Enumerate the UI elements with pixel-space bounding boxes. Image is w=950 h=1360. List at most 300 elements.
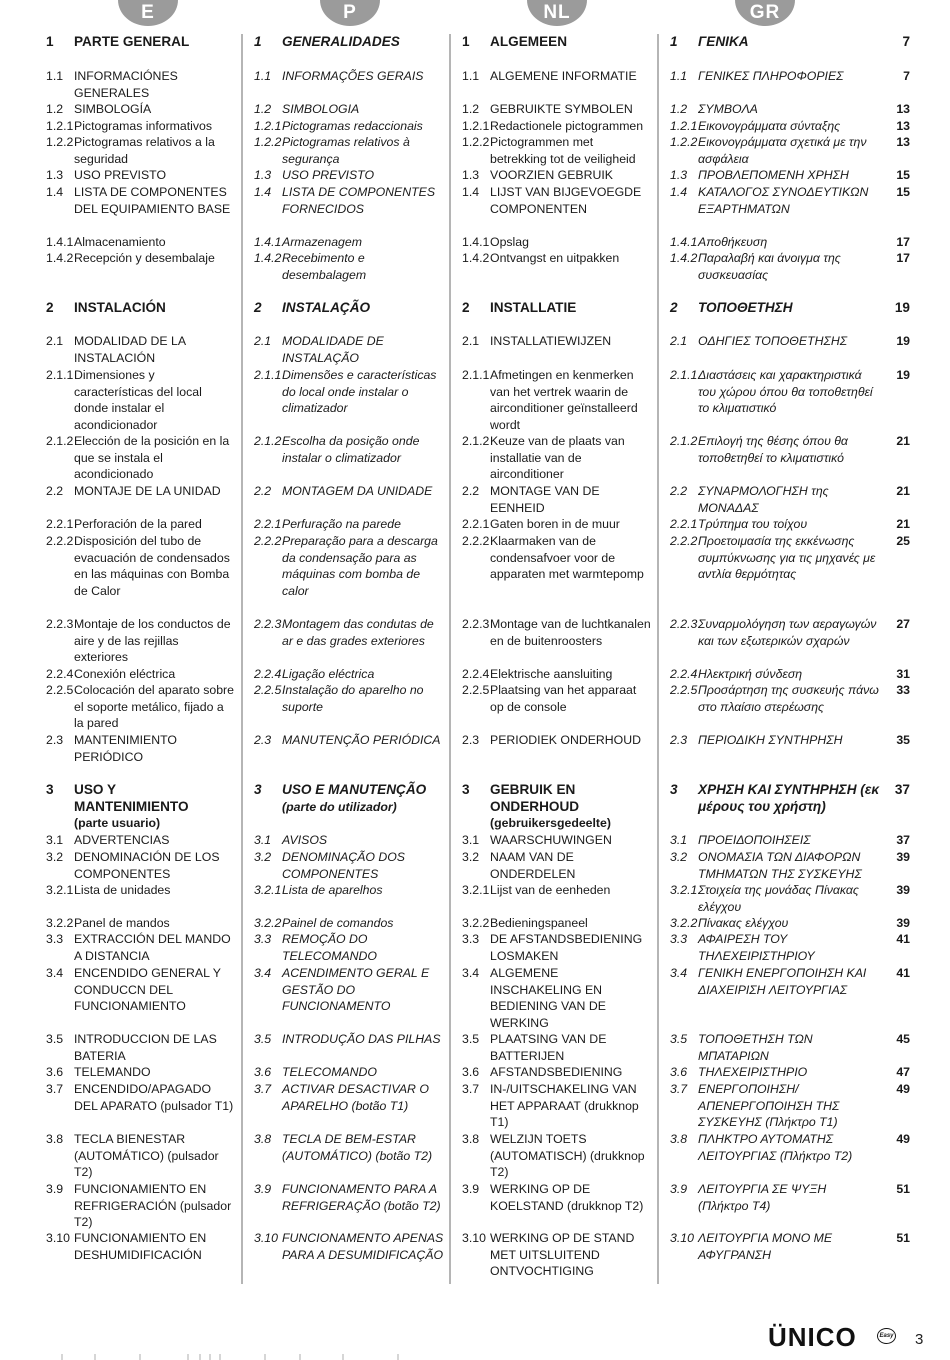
toc-entry-title (490, 732, 652, 749)
toc-entry-title (698, 1131, 880, 1164)
toc-entry-title-text: GEBRUIKTE SYMBOLEN (490, 102, 633, 116)
toc-entry-number: 3.2.2 (254, 916, 282, 930)
toc-entry-title (698, 433, 880, 466)
toc-entry-number: 1.4.2 (462, 251, 490, 265)
toc-entry-title-text: Pictogramas relativos a la seguridad (74, 135, 215, 166)
toc-entry-number: 2.3 (254, 733, 272, 747)
toc-entry-page: 31 (896, 667, 910, 681)
toc-entry-page: 7 (902, 34, 910, 49)
toc-entry-number: 2.2 (670, 484, 688, 498)
toc-entry-title (74, 682, 234, 732)
toc-entry-number: 2 (254, 300, 262, 315)
toc-entry-number: 2.2.5 (670, 683, 698, 697)
toc-entry-number: 2 (46, 300, 54, 315)
toc-entry-title-text: Almacenamiento (74, 235, 166, 249)
toc-entry-title-text: Dimensões e características do local onde instalar o climatizador (282, 368, 437, 416)
toc-entry-title (698, 184, 880, 217)
toc-entry-number: 1.1 (254, 69, 272, 83)
toc-entry-number: 1.4 (254, 185, 272, 199)
toc-entry-title (490, 68, 652, 85)
toc-entry-number: 2.2.2 (254, 534, 282, 548)
toc-entry-title-text: FUNCIONAMIENTO EN DESHUMIDIFICACIÓN (74, 1231, 207, 1262)
toc-entry-number: 2.2.3 (254, 617, 282, 631)
toc-entry-number: 3.8 (254, 1132, 272, 1146)
toc-entry-number: 3.4 (46, 966, 64, 980)
toc-entry-page: 21 (896, 517, 910, 531)
toc-entry-page: 51 (896, 1182, 910, 1196)
toc-entry-number: 2.2.4 (462, 667, 490, 681)
toc-entry-page: 49 (896, 1082, 910, 1096)
toc-entry-title (490, 1081, 652, 1131)
toc-entry-title (74, 333, 234, 366)
toc-entry-title-text: Perforación de la pared (74, 517, 202, 531)
toc-entry-title (282, 134, 444, 167)
toc-entry-title (74, 849, 234, 882)
toc-entry-title (698, 682, 880, 715)
toc-entry-title-text: PLAATSING VAN DE BATTERIJEN (490, 1032, 607, 1063)
toc-entry-number: 3.10 (670, 1231, 694, 1245)
toc-entry-number: 2.2.4 (46, 667, 74, 681)
toc-entry-number: 2.1.2 (670, 434, 698, 448)
toc-entry-number: 3.9 (670, 1182, 688, 1196)
toc-entry-title-text: Παραλαβή και άνοιγμα της συσκευασίας (698, 251, 841, 282)
toc-entry-number: 3.3 (254, 932, 272, 946)
toc-entry-number: 1.2.1 (670, 119, 698, 133)
toc-entry-number: 2.2.3 (462, 617, 490, 631)
toc-entry-title-text: Pictogramas relativos à segurança (282, 135, 410, 166)
toc-entry-title (74, 965, 234, 1015)
toc-entry-number: 2 (670, 300, 678, 315)
toc-entry-title (282, 1064, 444, 1081)
toc-entry-title-text: INTRODUCCION DE LAS BATERIA (74, 1032, 217, 1063)
lang-badge-e: E (118, 0, 178, 26)
toc-entry-number: 3.9 (254, 1182, 272, 1196)
toc-entry-title-text: WAARSCHUWINGEN (490, 833, 612, 847)
toc-entry-page: 49 (896, 1132, 910, 1146)
toc-entry-title-text: Instalação do aparelho no suporte (282, 683, 424, 714)
toc-entry-title (74, 666, 234, 683)
toc-entry-title-text: INSTALAÇÃO (282, 300, 371, 315)
toc-entry-title-text: Klaarmaken van de condensafvoer voor de apparaten met warmtepomp (490, 534, 644, 582)
toc-entry-title (74, 915, 234, 932)
toc-entry-number: 3.7 (670, 1082, 688, 1096)
page-number: 3 (915, 1331, 924, 1348)
toc-entry-title (490, 882, 652, 899)
toc-entry-title-text: Panel de mandos (74, 916, 170, 930)
toc-entry-number: 2.2.2 (462, 534, 490, 548)
toc-entry-title (698, 101, 880, 118)
toc-entry-title (282, 234, 444, 251)
toc-entry-title-text: Keuze van de plaats van installatie van de airconditioner (490, 434, 625, 482)
toc-entry-title (490, 34, 652, 51)
toc-entry-title-text: USO Y MANTENIMIENTO (74, 782, 189, 814)
print-marks (60, 1352, 420, 1360)
toc-entry-number: 3.8 (462, 1132, 480, 1146)
toc-entry-title-text: Bedieningspaneel (490, 916, 588, 930)
toc-entry-title-text: Elección de la posición en la que se instala el acondicionado (74, 434, 230, 482)
toc-entry-number: 2.2 (254, 484, 272, 498)
toc-entry-number: 1.2.2 (46, 135, 74, 149)
toc-entry-number: 2.3 (670, 733, 688, 747)
toc-entry-page: 17 (896, 251, 910, 265)
toc-entry-title-text: DE AFSTANDSBEDIENING LOSMAKEN (490, 932, 643, 963)
toc-entry-title (490, 1064, 652, 1081)
toc-entry-title (74, 184, 234, 217)
toc-entry-title (74, 882, 234, 899)
toc-entry-subtitle: (parte do utilizador) (282, 799, 397, 814)
toc-entry-number: 3.10 (46, 1231, 70, 1245)
toc-entry-title (490, 184, 652, 217)
toc-entry-title-text: ACTIVAR DESACTIVAR O APARELHO (botão T1) (282, 1082, 429, 1113)
toc-entry-page: 35 (896, 733, 910, 747)
toc-entry-title (698, 34, 880, 51)
toc-entry-title (282, 849, 444, 882)
toc-entry-title (282, 931, 444, 964)
toc-entry-title (74, 1181, 234, 1231)
toc-entry-number: 3.5 (254, 1032, 272, 1046)
toc-entry-number: 1.4.1 (462, 235, 490, 249)
logo-text: ÜNICO (768, 1322, 857, 1352)
toc-entry-title-text: NAAM VAN DE ONDERDELEN (490, 850, 576, 881)
toc-entry-title-text: ΤΟΠΟΘΕΤΗΣΗ ΤΩΝ ΜΠΑΤΑΡΙΩΝ (698, 1032, 813, 1063)
column-divider (241, 34, 243, 1284)
toc-entry-title (282, 68, 444, 85)
toc-entry-title (490, 1181, 652, 1214)
toc-entry-title (490, 250, 652, 267)
toc-entry-number: 3.2 (462, 850, 480, 864)
toc-entry-number: 1.4.2 (254, 251, 282, 265)
toc-entry-title (282, 682, 444, 715)
toc-entry-number: 3.5 (670, 1032, 688, 1046)
toc-entry-number: 1.4.2 (46, 251, 74, 265)
toc-entry-number: 1.4.1 (46, 235, 74, 249)
toc-entry-number: 1.2.1 (254, 119, 282, 133)
toc-entry-title-text: Pictogramas redaccionais (282, 119, 423, 133)
toc-entry-title-text: Dimensiones y características del local donde instalar el acondicionador (74, 368, 202, 432)
toc-entry-title-text: ΛΕΙΤΟΥΡΓΙΑ ΣΕ ΨΥΞΗ (Πλήκτρο Τ4) (698, 1182, 827, 1213)
toc-entry-number: 3.2.2 (462, 916, 490, 930)
toc-entry-number: 1 (254, 34, 262, 49)
toc-entry-title-text: Εικονογράμματα σχετικά με την ασφάλεια (698, 135, 867, 166)
toc-entry-number: 2.2.3 (670, 617, 698, 631)
toc-entry-title-text: Redactionele pictogrammen (490, 119, 644, 133)
toc-entry-title-text: PERIODIEK ONDERHOUD (490, 733, 641, 747)
toc-entry-title-text: Ηλεκτρική σύνδεση (698, 667, 803, 681)
toc-entry-number: 3.2 (670, 850, 688, 864)
toc-entry-title (74, 931, 234, 964)
toc-entry-title-text: EXTRACCIÓN DEL MANDO A DISTANCIA (74, 932, 231, 963)
toc-entry-number: 2.2.5 (462, 683, 490, 697)
toc-entry-title-text: USO PREVISTO (282, 168, 375, 182)
toc-entry-number: 2.3 (462, 733, 480, 747)
toc-entry-title-text: Montagem das condutas de ar e das grades exteriores (282, 617, 434, 648)
toc-entry-title-text: ADVERTENCIAS (74, 833, 170, 847)
toc-entry-page: 21 (896, 434, 910, 448)
toc-entry-number: 1.2.1 (46, 119, 74, 133)
toc-entry-title (698, 1031, 880, 1064)
toc-entry-title (74, 68, 234, 101)
toc-entry-title (698, 333, 880, 350)
toc-entry-title-text: ΣΥΜΒΟΛΑ (698, 102, 758, 116)
toc-entry-number: 2.2.2 (46, 534, 74, 548)
column-divider (449, 34, 451, 1284)
toc-entry-title (74, 483, 234, 500)
toc-entry-number: 2 (462, 300, 470, 315)
toc-entry-number: 3.2.1 (462, 883, 490, 897)
toc-entry-number: 1 (462, 34, 470, 49)
toc-entry-title (74, 367, 234, 433)
toc-entry-title (490, 483, 652, 516)
toc-entry-title (282, 1181, 444, 1214)
toc-entry-number: 1.4.1 (670, 235, 698, 249)
toc-entry-title-text: ΟΔΗΓΙΕΣ ΤΟΠΟΘΕΤΗΣΗΣ (698, 334, 848, 348)
toc-entry-number: 3.2 (254, 850, 272, 864)
toc-entry-title-text: Gaten boren in de muur (490, 517, 620, 531)
toc-entry-title (282, 300, 444, 317)
toc-entry-number: 3 (254, 782, 262, 797)
toc-entry-title (282, 732, 444, 749)
toc-entry-title (74, 234, 234, 251)
toc-entry-title-text: USO PREVISTO (74, 168, 167, 182)
toc-entry-title (698, 68, 880, 85)
toc-entry-title-text: Αποθήκευση (698, 235, 768, 249)
toc-entry-number: 3.2.1 (254, 883, 282, 897)
toc-entry-title (282, 1031, 444, 1048)
toc-entry-title-text: INSTALLATIEWIJZEN (490, 334, 612, 348)
toc-entry-title (282, 250, 444, 283)
toc-entry-number: 1.3 (254, 168, 272, 182)
toc-entry-page: 13 (896, 135, 910, 149)
toc-entry-title (282, 483, 444, 500)
toc-entry-title-text: SIMBOLOGIA (282, 102, 360, 116)
toc-entry-title (490, 516, 652, 533)
toc-entry-page: 39 (896, 850, 910, 864)
toc-entry-title-text: Perfuração na parede (282, 517, 401, 531)
toc-entry-title (698, 965, 880, 998)
toc-entry-title (282, 333, 444, 366)
toc-entry-number: 1.1 (670, 69, 688, 83)
toc-entry-title-text: ΠΕΡΙΟΔΙΚΗ ΣΥΝΤΗΡΗΣΗ (698, 733, 843, 747)
toc-entry-title (74, 1031, 234, 1064)
toc-entry-title-text: FUNCIONAMIENTO EN REFRIGERACIÓN (pulsador T2) (74, 1182, 232, 1230)
toc-entry-number: 1 (670, 34, 678, 49)
toc-entry-title (698, 1230, 880, 1263)
toc-entry-number: 3.7 (462, 1082, 480, 1096)
toc-entry-title-text: LISTA DE COMPONENTES DEL EQUIPAMIENTO BASE (74, 185, 231, 216)
toc-entry-title (698, 732, 880, 749)
toc-entry-title (74, 250, 234, 267)
toc-entry-title (282, 101, 444, 118)
toc-entry-title-text: Εικονογράμματα σύνταξης (698, 119, 841, 133)
toc-entry-page: 7 (903, 69, 910, 83)
toc-entry-title-text: GENERALIDADES (282, 34, 400, 49)
toc-entry-title (74, 533, 234, 599)
toc-entry-number: 2.1 (462, 334, 480, 348)
toc-entry-title (490, 101, 652, 118)
toc-entry-title-text: ACENDIMENTO GERAL E GESTÃO DO FUNCIONAMENTO (282, 966, 430, 1014)
toc-entry-title-text: TECLA BIENESTAR (AUTOMÁTICO) (pulsador T2) (74, 1132, 219, 1180)
toc-entry-title-text: AFSTANDSBEDIENING (490, 1065, 623, 1079)
toc-entry-title-text: Προετοιμασία της εκκένωσης συμπύκνωσης για τις μηχανές με αντλία θερμότητας (698, 534, 876, 582)
toc-entry-title-text: MONTAGE VAN DE EENHEID (490, 484, 600, 515)
toc-entry-number: 3.1 (670, 833, 688, 847)
toc-entry-title (490, 234, 652, 251)
toc-entry-title-text: WERKING OP DE STAND MET UITSLUITEND ONTVOCHTIGING (490, 1231, 635, 1279)
toc-entry-title (74, 616, 234, 666)
toc-entry-title-text: Τρύπημα του τοίχου (698, 517, 808, 531)
toc-entry-title-text: MANTENIMIENTO PERIÓDICO (74, 733, 177, 764)
toc-entry-title-text: Pictogramas informativos (74, 119, 213, 133)
toc-entry-number: 3.8 (670, 1132, 688, 1146)
toc-entry-title (74, 1081, 234, 1114)
toc-entry-title-text: USO E MANUTENÇÃO (282, 782, 427, 797)
toc-entry-title-text: Lijst van de eenheden (490, 883, 611, 897)
toc-entry-title (490, 832, 652, 849)
toc-entry-title (698, 666, 880, 683)
toc-entry-title (698, 1081, 880, 1131)
toc-entry-title (698, 915, 880, 932)
toc-entry-number: 1.4 (46, 185, 64, 199)
toc-entry-title-text: ΤΗΛΕΧΕΙΡΙΣΤΗΡΙΟ (698, 1065, 808, 1079)
toc-entry-number: 1.4 (462, 185, 480, 199)
toc-entry-number: 2.1 (254, 334, 272, 348)
toc-entry-page: 37 (894, 782, 910, 797)
toc-entry-number: 2.3 (46, 733, 64, 747)
toc-entry-page: 19 (896, 368, 910, 382)
toc-entry-title-text: Plaatsing van het apparaat op de console (490, 683, 637, 714)
toc-entry-title-text: TELECOMANDO (282, 1065, 377, 1079)
column-divider (657, 34, 659, 1284)
toc-entry-number: 3 (462, 782, 470, 797)
toc-entry-number: 1.4.2 (670, 251, 698, 265)
toc-entry-title (282, 184, 444, 217)
toc-entry-number: 2.2.5 (254, 683, 282, 697)
toc-entry-number: 1.1 (462, 69, 480, 83)
toc-entry-title-text: ΕΝΕΡΓΟΠΟΙΗΣΗ/ ΑΠΕΝΕΡΓΟΠΟΙΗΣΗ ΤΗΣ ΣΥΣΚΕΥΗΣ (Πλήκτρο Τ1) (698, 1082, 840, 1130)
toc-entry-number: 3.2.2 (670, 916, 698, 930)
toc-entry-title (490, 134, 652, 167)
toc-entry-title (74, 118, 234, 135)
toc-entry-number: 3.5 (46, 1032, 64, 1046)
toc-entry-title (74, 1230, 234, 1263)
toc-entry-title (74, 516, 234, 533)
toc-entry-number: 3.1 (462, 833, 480, 847)
toc-entry-page: 41 (896, 966, 910, 980)
toc-entry-number: 2.2 (462, 484, 480, 498)
toc-entry-number: 3.8 (46, 1132, 64, 1146)
toc-entry-title (74, 1131, 234, 1181)
toc-entry-title-text: ΑΦΑΙΡΕΣΗ ΤΟΥ ΤΗΛΕΧΕΙΡΙΣΤΗΡΙΟΥ (698, 932, 815, 963)
toc-entry-title (282, 516, 444, 533)
toc-entry-title-text: SIMBOLOGÍA (74, 102, 152, 116)
toc-entry-page: 17 (896, 235, 910, 249)
toc-entry-title (74, 134, 234, 167)
toc-entry-title-text: Επιλογή της θέσης όπου θα τοποθετηθεί το κλιματιστικό (698, 434, 848, 465)
toc-entry-number: 3.2.1 (670, 883, 698, 897)
toc-entry-title-text: Disposición del tubo de evacuación de condensados en las máquinas con Bomba de Calor (74, 534, 230, 598)
toc-entry-title (490, 965, 652, 1031)
toc-entry-title (698, 1064, 880, 1081)
toc-entry-number: 1.2 (670, 102, 688, 116)
toc-entry-number: 3.4 (670, 966, 688, 980)
toc-entry-title-text: ΓΕΝΙΚΑ (698, 34, 749, 49)
toc-entry-title-text: ΟΝΟΜΑΣΙΑ ΤΩΝ ΔΙΑΦΟΡΩΝ ΤΜΗΜΑΤΩΝ ΤΗΣ ΣΥΣΚΕΥΗΣ (698, 850, 862, 881)
toc-entry-title (74, 167, 234, 184)
toc-entry-title-text: Διαστάσεις και χαρακτηριστικά του χώρου όπου θα τοποθετηθεί το κλιματιστικό (698, 368, 873, 416)
toc-entry-title (698, 616, 880, 649)
toc-entry-number: 1.3 (670, 168, 688, 182)
toc-entry-number: 1.2.2 (254, 135, 282, 149)
toc-entry-title-text: Lista de unidades (74, 883, 171, 897)
unico-logo (768, 1322, 908, 1352)
toc-entry-title-text: ΧΡΗΣΗ ΚΑΙ ΣΥΝΤΗΡΗΣΗ (εκ μέρους του χρήστη) (698, 782, 880, 814)
toc-entry-title-text: DENOMINACIÓN DE LOS COMPONENTES (74, 850, 220, 881)
toc-entry-title-text: Προσάρτηση της συσκευής πάνω στο πλαίσιο στερέωσης (698, 683, 879, 714)
toc-entry-title-text: MODALIDADE DE INSTALAÇÃO (282, 334, 384, 365)
toc-entry-title-text: Conexión eléctrica (74, 667, 176, 681)
toc-entry-title-text: ΠΡΟΒΛΕΠΟΜΕΝΗ ΧΡΗΣΗ (698, 168, 849, 182)
toc-entry-number: 1 (46, 34, 54, 49)
lang-badge-gr: GR (735, 0, 795, 26)
toc-entry-number: 3.4 (462, 966, 480, 980)
toc-entry-title-text: ΣΥΝΑΡΜΟΛΟΓΗΣΗ της ΜΟΝΑΔΑΣ (698, 484, 829, 515)
toc-entry-number: 3.10 (462, 1231, 486, 1245)
toc-entry-page: 21 (896, 484, 910, 498)
toc-entry-title (698, 167, 880, 184)
toc-entry-number: 3.6 (254, 1065, 272, 1079)
toc-entry-number: 3.1 (254, 833, 272, 847)
toc-entry-title-text: ΓΕΝΙΚΗ ΕΝΕΡΓΟΠΟΙΗΣΗ ΚΑΙ ΔΙΑΧΕΙΡΙΣΗ ΛΕΙΤΟΥΡΓΙΑΣ (698, 966, 867, 997)
toc-entry-title-text: REMOÇÃO DO TELECOMANDO (282, 932, 377, 963)
toc-entry-title (282, 1230, 444, 1263)
toc-entry-title (698, 483, 880, 516)
toc-entry-number: 3.1 (46, 833, 64, 847)
toc-entry-title-text: MANUTENÇÃO PERIÓDICA (282, 733, 441, 747)
toc-entry-page: 47 (896, 1065, 910, 1079)
toc-entry-number: 2.1.1 (254, 368, 282, 382)
toc-entry-number: 2.1 (670, 334, 688, 348)
toc-entry-title-text: FUNCIONAMENTO APENAS PARA A DESUMIDIFICAÇÃO (282, 1231, 444, 1262)
toc-entry-page: 33 (896, 683, 910, 697)
toc-entry-number: 3 (46, 782, 54, 797)
toc-entry-title (698, 300, 880, 317)
toc-entry-page: 19 (894, 300, 910, 315)
toc-entry-title (74, 433, 234, 483)
toc-entry-title (74, 782, 234, 832)
toc-entry-title (490, 1031, 652, 1064)
toc-entry-number: 3.6 (670, 1065, 688, 1079)
toc-entry-number: 2.1 (46, 334, 64, 348)
toc-entry-number: 1.3 (462, 168, 480, 182)
toc-entry-number: 3.5 (462, 1032, 480, 1046)
toc-entry-title (282, 1131, 444, 1164)
toc-entry-title (282, 118, 444, 135)
toc-entry-title-text: Armazenagem (282, 235, 362, 249)
toc-entry-title-text: Elektrische aansluiting (490, 667, 613, 681)
toc-entry-number: 2.2.1 (254, 517, 282, 531)
lang-badge-nl: NL (527, 0, 587, 26)
toc-entry-title-text: ΤΟΠΟΘΕΤΗΣΗ (698, 300, 793, 315)
toc-entry-title-text: Συναρμολόγηση των αεραγωγών και των εξωτερικών σχαρών (698, 617, 877, 648)
toc-entry-title-text: ΓΕΝΙΚΕΣ ΠΛΗΡΟΦΟΡΙΕΣ (698, 69, 844, 83)
toc-entry-number: 1.2 (462, 102, 480, 116)
toc-entry-page: 39 (896, 916, 910, 930)
toc-entry-title (490, 782, 652, 832)
toc-entry-number: 3.2.2 (46, 916, 74, 930)
toc-entry-title-text: LIJST VAN BIJGEVOEGDE COMPONENTEN (490, 185, 642, 216)
toc-entry-title-text: ΠΡΟΕΙΔΟΠΟΙΗΣΕΙΣ (698, 833, 811, 847)
toc-entry-page: 13 (896, 119, 910, 133)
